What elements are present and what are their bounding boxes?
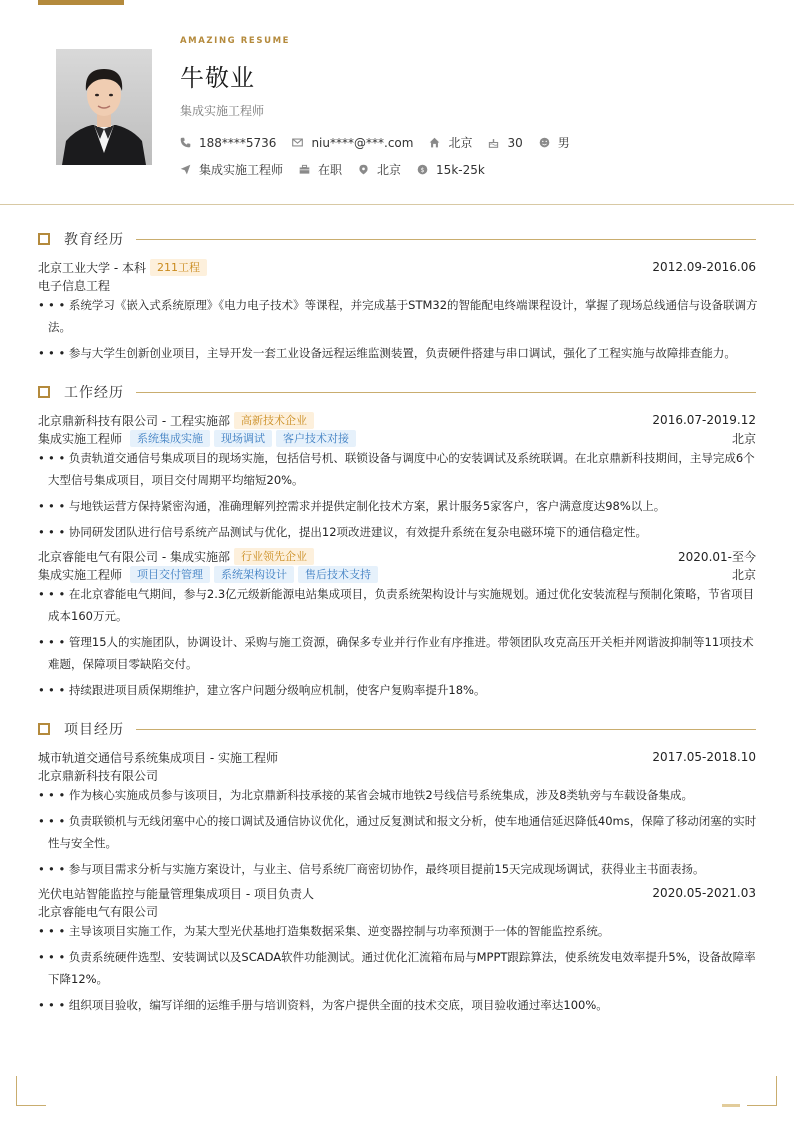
education-bullet: • • • 系统学习《嵌入式系统原理》《电力电子技术》等课程，并完成基于STM32的智能配电终端课程设计，掌握了现场总线通信与设备联调方法。 xyxy=(38,294,758,338)
contact-info-row xyxy=(180,134,586,151)
education-section-header xyxy=(38,230,756,248)
age-text: 30 xyxy=(507,135,523,150)
project-section-header xyxy=(38,720,756,738)
work-role-row xyxy=(38,429,756,447)
work-bullet: • • • 持续跟进项目质保期维护，建立客户问题分级响应机制，使客户复购率提升18%。 xyxy=(38,679,758,701)
education-bullet: • • • 参与大学生创新创业项目，主导开发一套工业设备远程运维监测装置，负责硬件搭建与串口调试，强化了工程实施与故障排查能力。 xyxy=(38,342,758,364)
section-square-icon xyxy=(38,233,50,245)
salary-icon xyxy=(417,164,428,175)
tagline: AMAZING RESUME xyxy=(180,36,291,46)
work-city: 北京 xyxy=(731,431,756,446)
intent-position-info xyxy=(180,161,283,178)
job-status-info xyxy=(299,161,342,178)
job-status-text: 在职 xyxy=(318,163,343,177)
section-square-icon xyxy=(38,386,50,398)
project-section-title: 项目经历 xyxy=(64,722,124,738)
education-school-row xyxy=(38,258,756,276)
corner-decoration-left xyxy=(16,1076,46,1106)
job-title: 集成实施工程师 xyxy=(180,104,265,118)
role-tag: 客户技术对接 xyxy=(276,430,356,447)
work-city: 北京 xyxy=(731,567,756,582)
intent-city-info xyxy=(358,161,401,178)
project-org: 北京睿能电气有限公司 xyxy=(38,904,159,919)
project-bullet: • • • 参与项目需求分析与实施方案设计，与业主、信号系统厂商密切协作，最终项目提前15天完成现场调试，获得业主书面表扬。 xyxy=(38,858,758,880)
phone-text: 188****5736 xyxy=(199,135,277,150)
gender-info xyxy=(539,134,570,151)
mail-icon xyxy=(292,137,303,148)
school-tag: 211工程 xyxy=(150,259,207,276)
project-date: 2020.05-2021.03 xyxy=(652,886,756,900)
home-icon xyxy=(429,137,440,148)
school-name: 北京工业大学 - 本科 xyxy=(38,260,146,275)
work-bullet: • • • 负责轨道交通信号集成项目的现场实施，包括信号机、联锁设备与调度中心的安装调试及系统联调。在北京鼎新科技期间，主导完成6个大型信号集成项目，项目交付周期平均缩短20%。 xyxy=(38,447,758,491)
work-company-row xyxy=(38,547,756,565)
job-intent-row xyxy=(180,161,501,178)
intent-city-text: 北京 xyxy=(377,163,402,177)
email-info xyxy=(292,136,413,150)
email-text: niu****@***.com xyxy=(311,135,414,150)
salary-info xyxy=(417,163,485,177)
age-info xyxy=(488,136,522,150)
phone-info xyxy=(180,136,276,150)
project-org-row xyxy=(38,902,756,920)
section-divider xyxy=(136,729,756,730)
work-date: 2016.07-2019.12 xyxy=(652,413,756,427)
project-org-row xyxy=(38,766,756,784)
project-bullet: • • • 作为核心实施成员参与该项目，为北京鼎新科技承接的某省会城市地铁2号线信号系统集成，涉及8类轨旁与车载设备集成。 xyxy=(38,784,758,806)
intent-position-text: 集成实施工程师 xyxy=(199,163,284,177)
briefcase-icon xyxy=(299,164,310,175)
role-tag: 系统架构设计 xyxy=(214,566,294,583)
location-pin-icon xyxy=(358,164,369,175)
work-bullet: • • • 协同研发团队进行信号系统产品测试与优化，提出12项改进建议，有效提升系统在复杂电磁环境下的通信稳定性。 xyxy=(38,521,758,543)
role-tag: 现场调试 xyxy=(214,430,272,447)
gender-text: 男 xyxy=(557,136,570,150)
project-date: 2017.05-2018.10 xyxy=(652,750,756,764)
project-bullet: • • • 组织项目验收，编写详细的运维手册与培训资料，为客户提供全面的技术交底，项目验收通过率达100%。 xyxy=(38,994,758,1016)
section-divider xyxy=(136,239,756,240)
project-bullet: • • • 主导该项目实施工作，为某大型光伏基地打造集数据采集、逆变器控制与功率预测于一体的智能监控系统。 xyxy=(38,920,758,942)
section-square-icon xyxy=(38,723,50,735)
section-divider xyxy=(136,392,756,393)
role-name: 集成实施工程师 xyxy=(38,431,123,446)
project-bullet: • • • 负责联锁机与无线闭塞中心的接口调试及通信协议优化，通过反复测试和报文分析，使车地通信延迟降低40ms，保障了移动闭塞的实时性与安全性。 xyxy=(38,810,758,854)
company-name: 北京鼎新科技有限公司 - 工程实施部 xyxy=(38,413,230,428)
salary-text: 15k-25k xyxy=(436,162,485,177)
hometown-text: 北京 xyxy=(448,136,473,150)
cake-icon xyxy=(488,137,499,148)
send-icon xyxy=(180,164,191,175)
project-name-row xyxy=(38,748,756,766)
company-name: 北京睿能电气有限公司 - 集成实施部 xyxy=(38,549,230,564)
role-tag: 售后技术支持 xyxy=(298,566,378,583)
project-org: 北京鼎新科技有限公司 xyxy=(38,768,159,783)
education-date: 2012.09-2016.06 xyxy=(652,260,756,274)
company-tag: 行业领先企业 xyxy=(234,548,314,565)
work-bullet: • • • 管理15人的实施团队，协调设计、采购与施工资源，确保多专业并行作业有序推进。带领团队攻克高压开关柜并网谐波抑制等11项技术难题，保障项目零缺陷交付。 xyxy=(38,631,758,675)
candidate-name: 牛敬业 xyxy=(180,64,255,92)
major-name: 电子信息工程 xyxy=(38,278,111,293)
bottom-accent-bar xyxy=(722,1104,740,1107)
svg-text:$: $ xyxy=(420,166,425,174)
work-section-title: 工作经历 xyxy=(64,385,124,401)
role-name: 集成实施工程师 xyxy=(38,567,123,582)
project-name: 光伏电站智能监控与能量管理集成项目 - 项目负责人 xyxy=(38,886,314,901)
work-role-row xyxy=(38,565,756,583)
work-section-header xyxy=(38,383,756,401)
work-bullet: • • • 与地铁运营方保持紧密沟通，准确理解列控需求并提供定制化技术方案，累计服务5家客户，客户满意度达98%以上。 xyxy=(38,495,758,517)
work-date: 2020.01-至今 xyxy=(678,549,756,564)
company-tag: 高新技术企业 xyxy=(234,412,314,429)
education-major-row xyxy=(38,276,756,294)
education-section-title: 教育经历 xyxy=(64,232,124,248)
project-bullet: • • • 负责系统硬件选型、安装调试以及SCADA软件功能测试。通过优化汇流箱布局与MPPT跟踪算法，使系统发电效率提升5%，设备故障率下降12%。 xyxy=(38,946,758,990)
resume-header xyxy=(0,0,794,205)
work-company-row xyxy=(38,411,756,429)
phone-icon xyxy=(180,137,191,148)
work-bullet: • • • 在北京睿能电气期间，参与2.3亿元级新能源电站集成项目，负责系统架构设计与实施规划。通过优化安装流程与预制化策略，节省项目成本160万元。 xyxy=(38,583,758,627)
hometown-info xyxy=(429,134,472,151)
project-name-row xyxy=(38,884,756,902)
corner-decoration-right xyxy=(747,1076,777,1106)
role-tag: 系统集成实施 xyxy=(130,430,210,447)
role-tag: 项目交付管理 xyxy=(130,566,210,583)
gender-icon xyxy=(539,137,550,148)
avatar-photo xyxy=(56,49,152,165)
project-name: 城市轨道交通信号系统集成项目 - 实施工程师 xyxy=(38,750,278,765)
